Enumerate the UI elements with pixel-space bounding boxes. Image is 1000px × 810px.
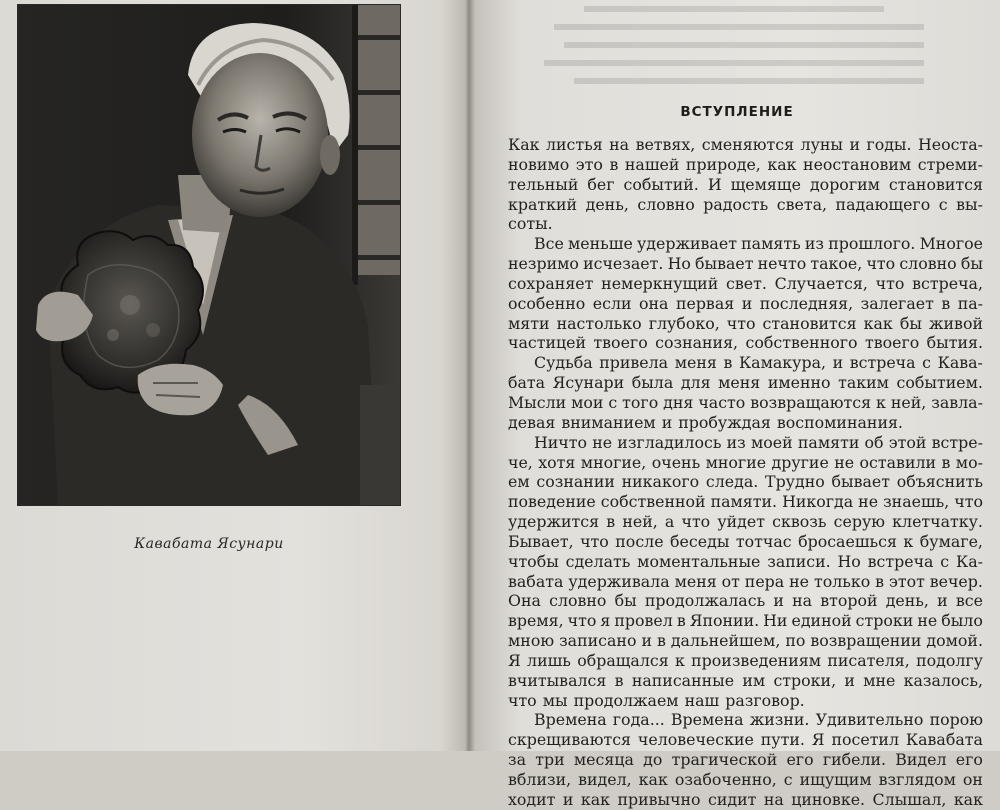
text-line: Она словно бы продолжалась и на второй день, и все: [508, 591, 983, 611]
text-line: особенно если она первая и последняя, залегает в па-: [508, 293, 983, 313]
text-line: вблизи, видел, как озабоченно, с ищущим взглядом он: [508, 770, 983, 789]
text-line: бата Ясунари была для меня именно таким событием.: [508, 373, 983, 393]
text-line: поведение собственной памяти. Никогда не знаешь, что: [508, 492, 983, 512]
right-page: [474, 0, 1000, 809]
text-line: ходит и как привычно сидит на циновке. Слышал, как: [508, 789, 983, 809]
text-line: вабата удерживала меня от пера не только в этот вечер.: [508, 571, 983, 591]
text-line: Времена года... Времена жизни. Удивительно порою: [534, 710, 983, 730]
text-line: мяти настолько глубоко, что становится как бы живой: [508, 313, 983, 333]
show-through-text: [514, 0, 964, 95]
text-line: незримо исчезает. Но бывает нечто такое, что словно бы: [508, 254, 983, 274]
chapter-heading: ВСТУПЛЕНИЕ: [680, 104, 794, 120]
text-line: скрещиваются человеческие пути. Я посетил Кавабата: [508, 730, 983, 750]
text-line: время, что я провел в Японии. Ни единой строки не было: [508, 611, 983, 631]
text-line: чтобы сделать моментальные записи. Но встреча с Ка-: [508, 551, 983, 571]
text-line: сохраняет немеркнущий свет. Случается, что встреча,: [508, 273, 983, 293]
author-portrait-illustration: [18, 5, 400, 505]
text-line: тельный бег событий. И щемяще дорогим становится: [508, 174, 983, 194]
text-line: краткий день, словно радость света, падающего с вы-: [508, 194, 983, 214]
text-line: девая вниманием и пробуждая воспоминания.: [508, 412, 903, 432]
show-through-lines: [514, 0, 964, 95]
chapter-body-text: [508, 135, 983, 810]
text-line: соты.: [508, 214, 553, 234]
text-line: че, хотя многие, очень многие другие не оставили в мо-: [508, 452, 983, 472]
text-line: Я лишь обращался к произведениям писателя, подолгу: [508, 650, 983, 670]
text-line: частицей твоего сознания, собственного твоего бытия.: [508, 333, 983, 353]
left-page: [0, 0, 466, 751]
text-line: за три месяца до трагической его гибели. Видел его: [508, 750, 983, 770]
text-line: Мысли мои с того дня часто возвращаются к ней, завла-: [508, 392, 983, 412]
author-photo: [18, 5, 400, 505]
text-line: Судьба привела меня в Камакура, и встреча с Кава-: [534, 353, 983, 373]
text-line: Все меньше удерживает память из прошлого. Многое: [534, 234, 983, 254]
text-line: Ничто не изгладилось из моей памяти об этой встре-: [534, 432, 983, 452]
text-line: вчитывался в написанные им строки, и мне казалось,: [508, 670, 983, 690]
text-line: удержится в ней, а что уйдет сквозь серую клетчатку.: [508, 512, 983, 532]
text-line: Бывает, что после беседы тотчас бросаешься к бумаге,: [508, 531, 983, 551]
text-line: что мы продолжаем наш разговор.: [508, 690, 805, 710]
text-line: мною записано и в дальнейшем, по возвращении домой.: [508, 631, 983, 651]
text-line: Как листья на ветвях, сменяются луны и годы. Неоста-: [508, 135, 983, 154]
text-line: ем сознании никакого следа. Трудно бывает объяснить: [508, 472, 983, 492]
text-line: новимо это в нашей природе, как неостановим стреми-: [508, 154, 983, 174]
photo-caption: Кавабата Ясунари: [134, 536, 284, 552]
